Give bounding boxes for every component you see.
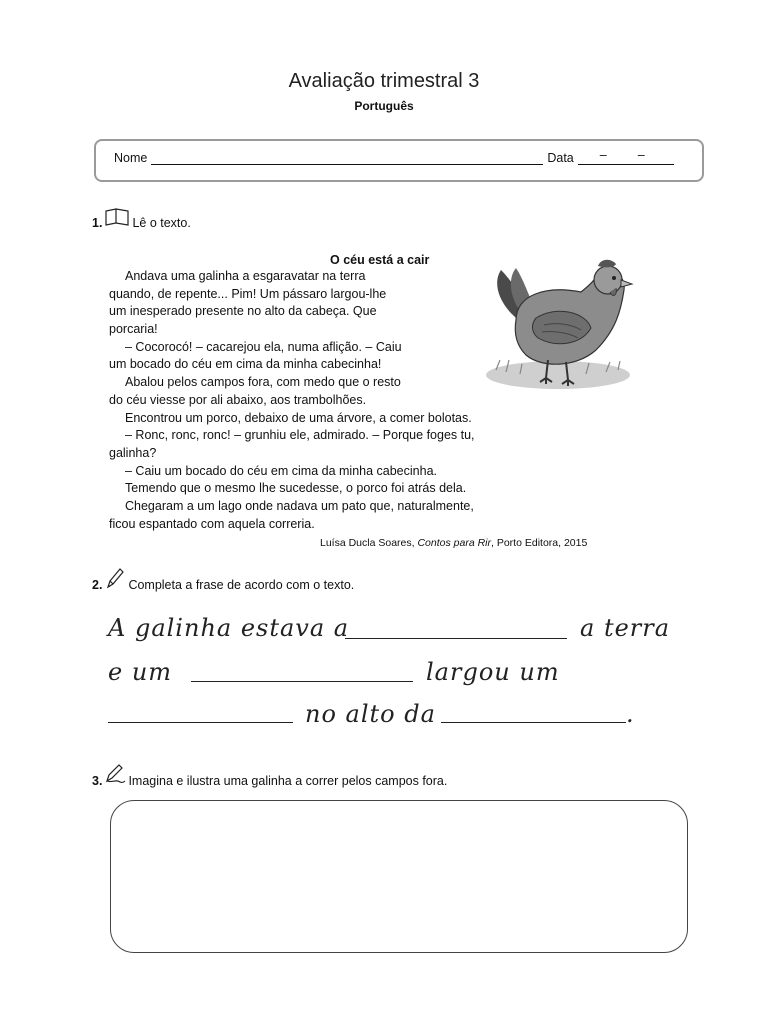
blank-4[interactable] — [441, 722, 626, 723]
date-field[interactable] — [578, 148, 674, 165]
question-1-number: 1. — [92, 216, 103, 230]
fill-in-line-3-middle: no alto da — [305, 700, 436, 728]
open-book-icon — [104, 207, 130, 230]
story-line: Abalou pelos campos fora, com medo que o resto — [125, 375, 401, 390]
page-subtitle: Português — [354, 99, 414, 113]
story-line: Chegaram a um lago onde nadava um pato que, naturalmente, — [125, 498, 474, 513]
question-3-number: 3. — [92, 774, 103, 788]
story-line: – Caiu um bocado do céu em cima da minha cabecinha. — [125, 463, 437, 478]
story-line: ficou espantado com aquela correria. — [109, 516, 315, 531]
blank-1[interactable] — [345, 638, 567, 639]
blank-2[interactable] — [191, 681, 413, 682]
blank-3[interactable] — [108, 722, 293, 723]
pencil-icon — [104, 567, 124, 592]
story-line: um inesperado presente no alto da cabeça. Que — [109, 304, 377, 319]
question-2-instruction: Completa a frase de acordo com o texto. — [128, 578, 355, 592]
fill-in-line-2-start: e um — [108, 658, 173, 686]
question-2-number: 2. — [92, 578, 103, 592]
story-line: galinha? — [109, 445, 157, 460]
source-author: Luísa Ducla Soares, — [320, 537, 418, 549]
story-line: Encontrou um porco, debaixo de uma árvore, a comer bolotas. — [125, 410, 472, 425]
question-3 — [92, 763, 447, 788]
story-line: Andava uma galinha a esgaravatar na terra — [125, 269, 366, 283]
story-line: um bocado do céu em cima da minha cabecinha! — [109, 357, 382, 372]
fill-in-line-1-start: A galinha estava a — [108, 614, 350, 642]
hen-illustration — [486, 250, 636, 395]
pencil-drawing-icon — [104, 763, 126, 788]
story-text — [109, 268, 529, 533]
question-3-instruction: Imagina e ilustra uma galinha a correr pelos campos fora. — [128, 774, 448, 788]
name-label: Nome — [114, 151, 148, 165]
fill-in-line-3-end: . — [626, 700, 635, 728]
name-date-row — [114, 148, 674, 165]
story-line: Temendo que o mesmo lhe sucedesse, o porco foi atrás dela. — [125, 481, 467, 496]
name-field[interactable] — [151, 152, 543, 165]
story-source — [320, 537, 587, 549]
question-1 — [92, 207, 191, 230]
drawing-area[interactable] — [110, 800, 688, 953]
page-title: Avaliação trimestral 3 — [288, 70, 480, 92]
story-line: – Ronc, ronc, ronc! – grunhiu ele, admirado. – Porque foges tu, — [125, 428, 475, 443]
story-line: quando, de repente... Pim! Um pássaro largou-lhe — [109, 286, 387, 301]
story-line: porcaria! — [109, 322, 158, 337]
question-2 — [92, 567, 354, 592]
date-separator-1: – — [599, 148, 607, 162]
story-line: – Cocorocó! – cacarejou ela, numa aflição. – Caiu — [125, 339, 402, 354]
fill-in-line-1-end: a terra — [580, 614, 671, 642]
story-title: O céu está a cair — [330, 253, 430, 267]
date-separator-2: – — [637, 148, 645, 162]
story-line: do céu viesse por ali abaixo, aos trambolhões. — [109, 392, 367, 407]
source-publisher: , Porto Editora, 2015 — [491, 537, 588, 549]
fill-in-line-2-end: largou um — [426, 658, 560, 686]
date-label: Data — [547, 151, 574, 165]
question-1-instruction: Lê o texto. — [132, 216, 191, 230]
source-book: Contos para Rir — [417, 537, 491, 549]
